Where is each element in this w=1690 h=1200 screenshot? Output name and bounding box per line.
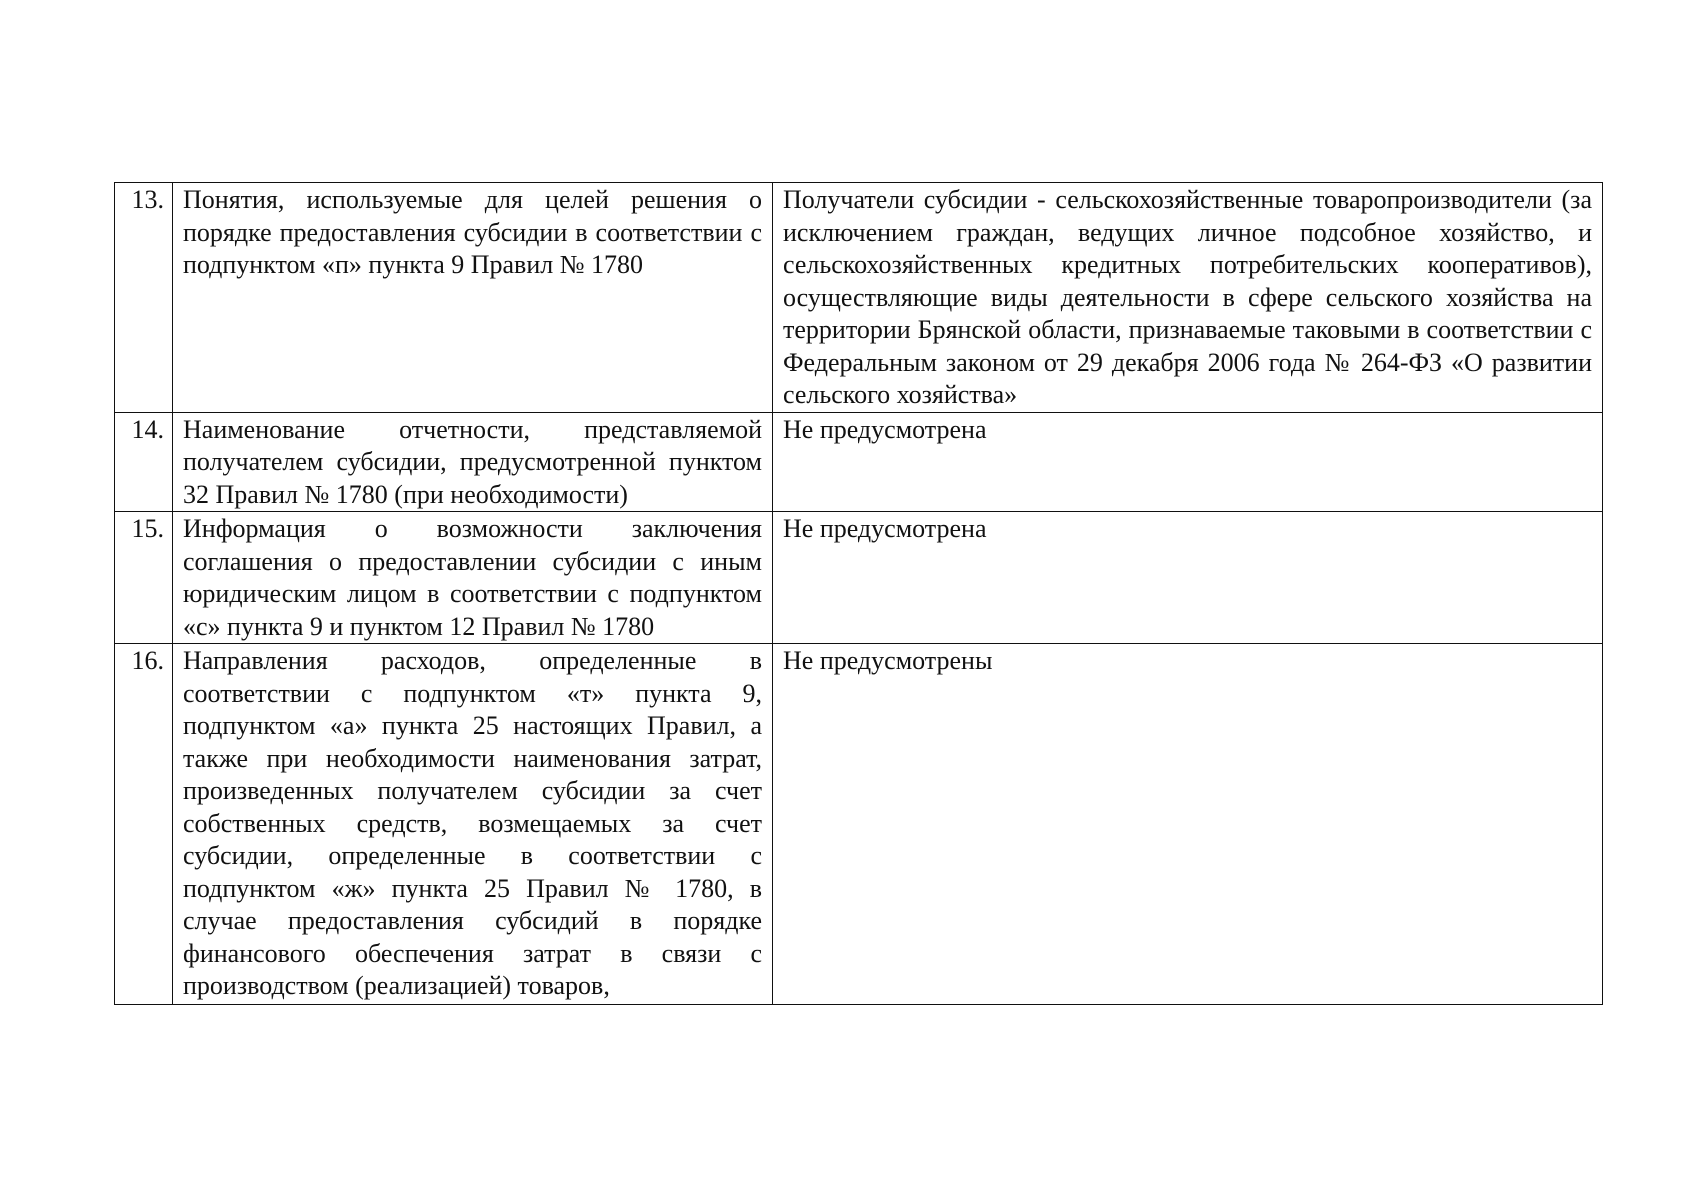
row-label-cell [173, 644, 773, 1005]
table-row [115, 644, 1603, 1005]
row-label: Информация о возможности заключения соглашения о предоставлении субсидии с иным юридическим лицом в соответствии с подпунктом «с» пункта 9 и пунктом 12 Правил № 1780 [173, 512, 773, 644]
row-number: 15. [115, 512, 173, 644]
row-value: Получатели субсидии - сельскохозяйственные товаропроизводители (за исключением граждан, ведущих личное подсобное хозяйство, и сельскохозяйственных кредитных потребительских кооперативов), осуществляющие виды деятельности в сфере сельского хозяйства на территории Брянской области, признаваемые таковыми в соответствии с Федеральным законом от 29 декабря 2006 года № 264-ФЗ «О развитии сельского хозяйства» [773, 183, 1603, 413]
row-number: 14. [115, 412, 173, 512]
row-label: Направления расходов, определенные в соответствии с подпунктом «т» пункта 9, подпунктом «а» пункта 25 настоящих Правил, а также при необходимости наименования затрат, произведенных получателем субсидии за счет собственных средств, возмещаемых за счет субсидии, определенные в соответствии с подпунктом «ж» пункта 25 Правил № 1780, в случае предоставления субсидий в порядке финансового обеспечения затрат в связи с производством (реализацией) товаров, [183, 646, 762, 1000]
table-row [115, 183, 1603, 413]
requirements-table [114, 182, 1603, 1005]
row-value: Не предусмотрены [773, 644, 1603, 1005]
row-number: 16. [115, 644, 173, 1005]
row-label: Понятия, используемые для целей решения о порядке предоставления субсидии в соответствии с подпунктом «п» пункта 9 Правил № 1780 [173, 183, 773, 413]
table-row [115, 512, 1603, 644]
row-label: Наименование отчетности, представляемой получателем субсидии, предусмотренной пунктом 32 Правил № 1780 (при необходимости) [173, 412, 773, 512]
row-value: Не предусмотрена [773, 412, 1603, 512]
row-number: 13. [115, 183, 173, 413]
row-value: Не предусмотрена [773, 512, 1603, 644]
table-row [115, 412, 1603, 512]
